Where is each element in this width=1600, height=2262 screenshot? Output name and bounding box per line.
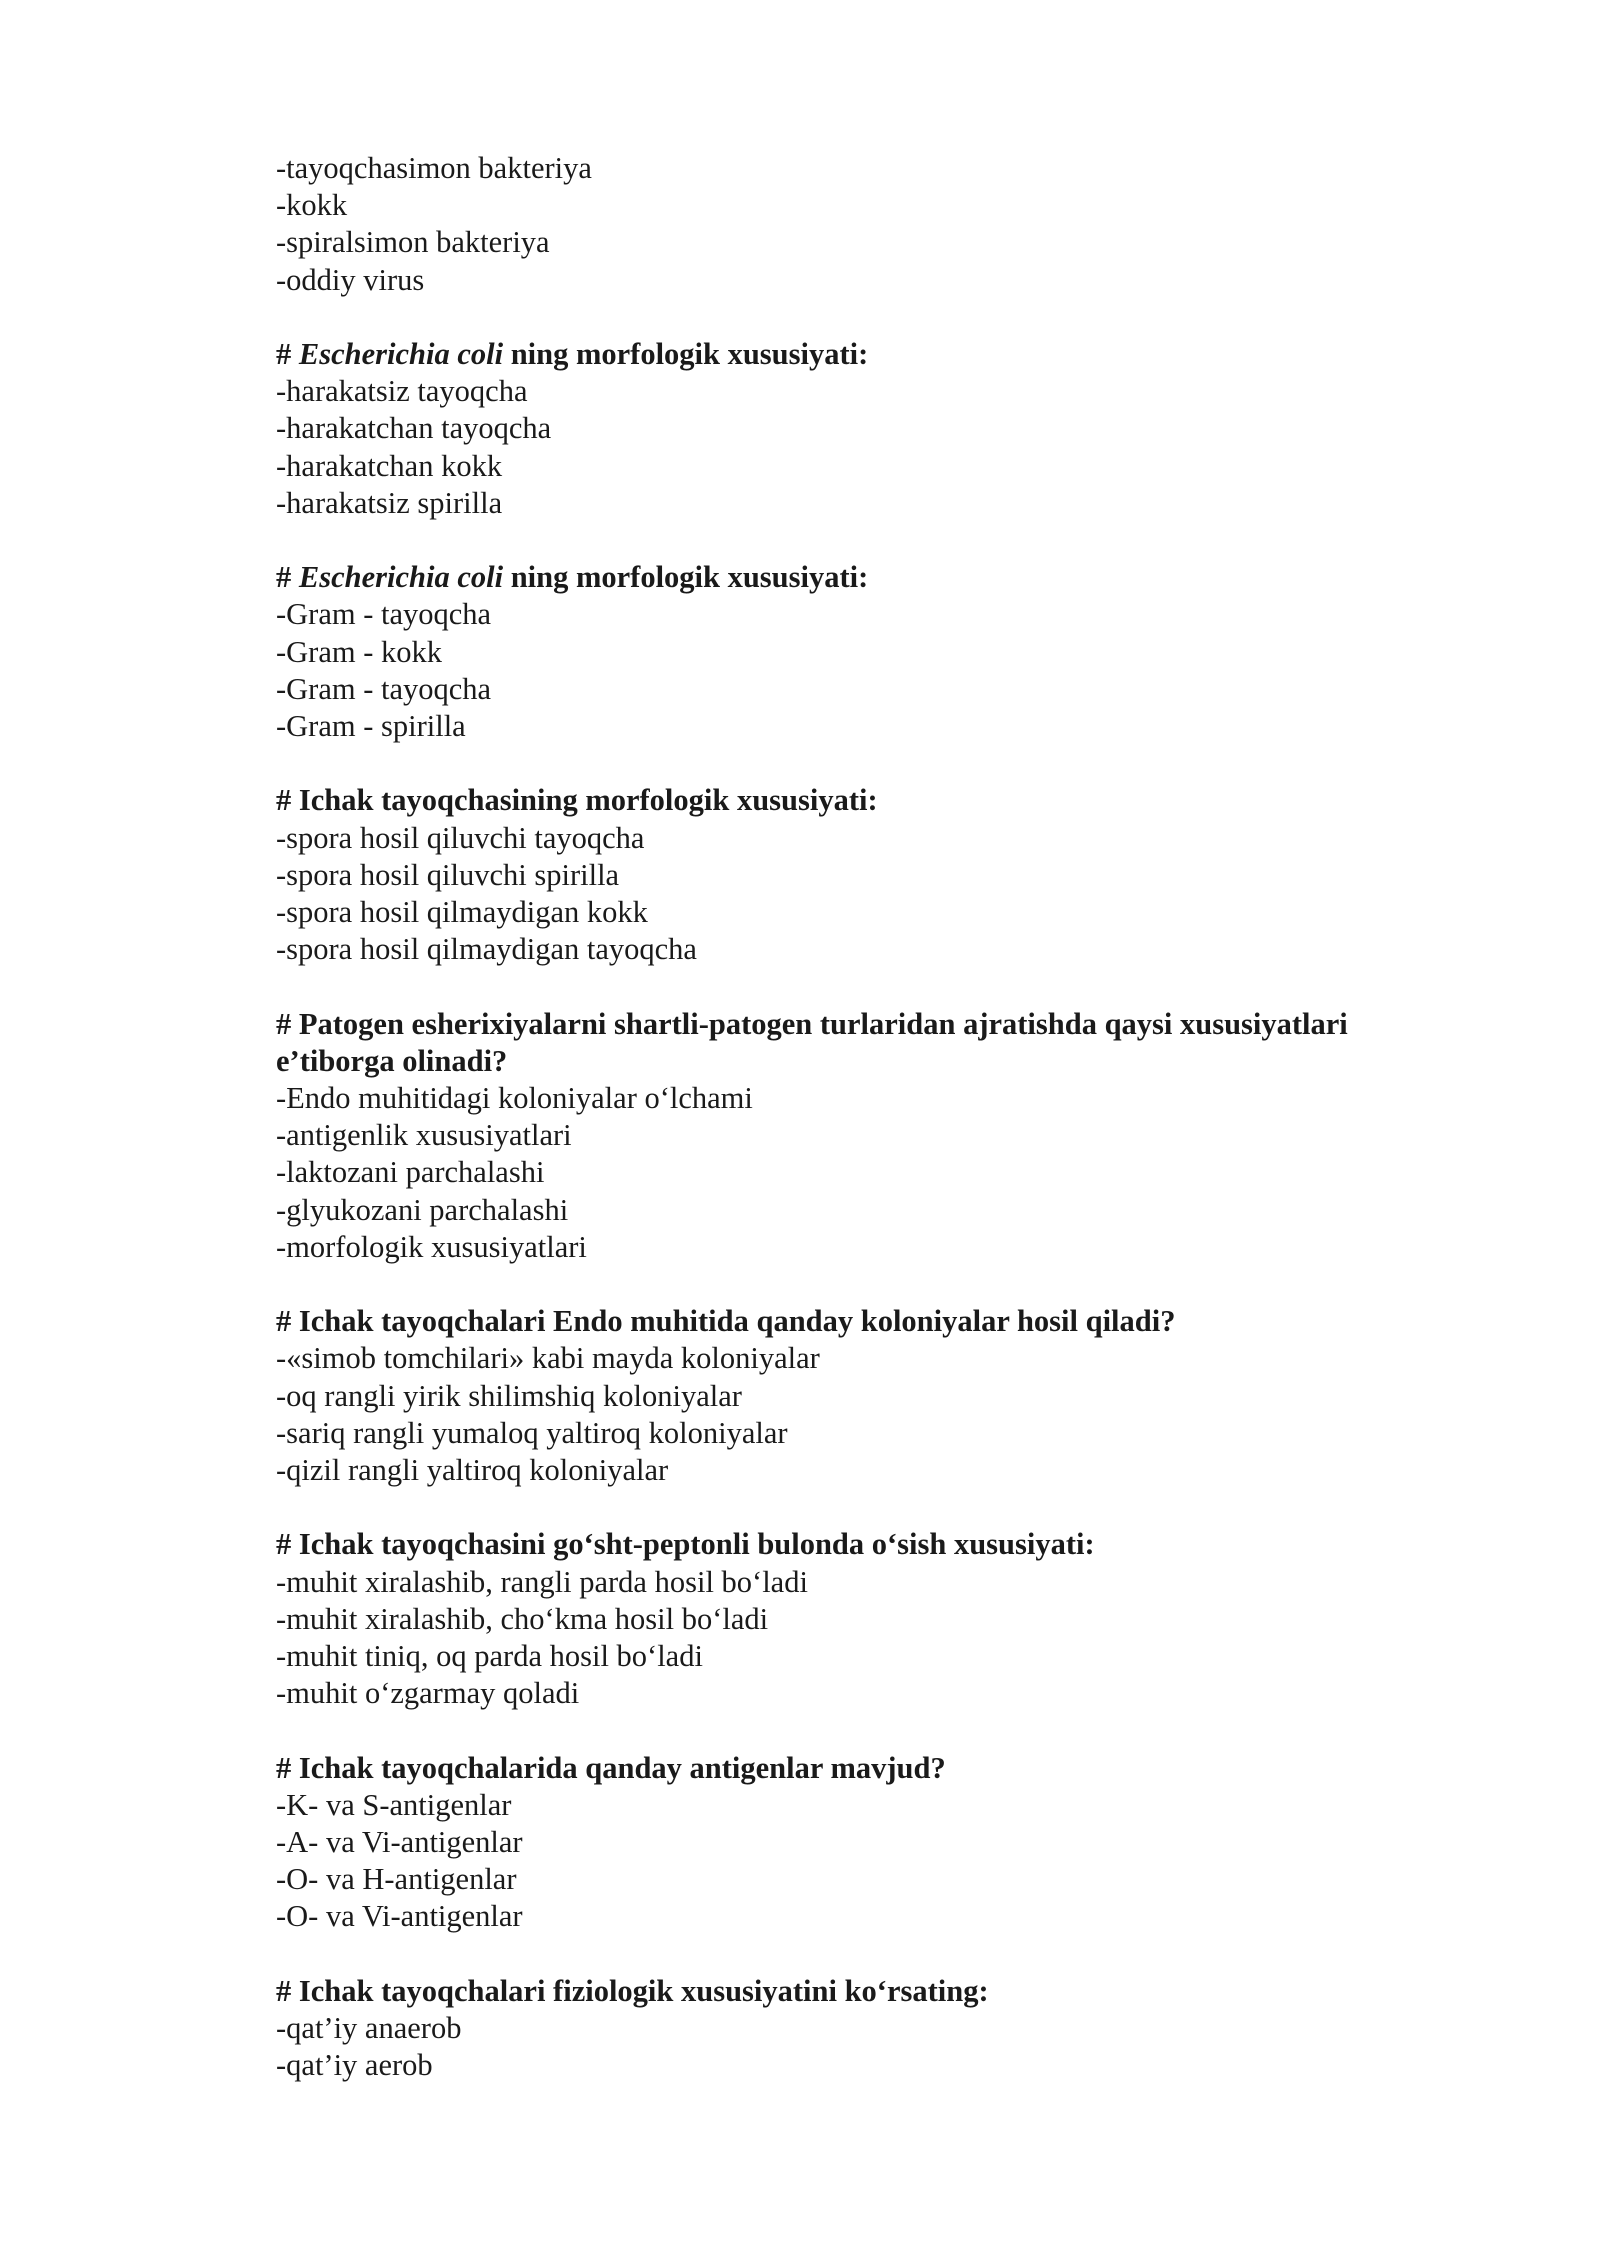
question-body: ning morfologik xususiyati: [503, 337, 869, 371]
question-text [276, 559, 1446, 596]
question-block [276, 1750, 1446, 1936]
answer-option: -sariq rangli yumaloq yaltiroq koloniyalar [276, 1415, 788, 1450]
question-text [276, 336, 1446, 373]
answer-option: -qat’iy anaerob [276, 2011, 462, 2046]
answer-option: -Gram - tayoqcha [276, 671, 492, 706]
answer-option: -spora hosil qilmaydigan kokk [276, 895, 648, 930]
answer-option: -kokk [276, 188, 348, 223]
question-text [276, 1303, 1446, 1340]
question-text [276, 782, 1446, 819]
answer-option: -«simob tomchilari» kabi mayda koloniyalar [276, 1341, 820, 1376]
answer-option: -laktozani parchalashi [276, 1155, 545, 1190]
answer-option: -tayoqchasimon bakteriya [276, 151, 592, 185]
answer-option: -glyukozani parchalashi [276, 1192, 569, 1227]
answer-option: -harakatsiz tayoqcha [276, 374, 528, 409]
question-body: Ichak tayoqchalari fiziologik xususiyatini ko‘rsating: [298, 1973, 989, 2008]
answer-option: -qizil rangli yaltiroq koloniyalar [276, 1453, 669, 1488]
question-body: Ichak tayoqchasining morfologik xususiyati: [298, 783, 878, 818]
question-block [276, 1526, 1446, 1712]
answer-option: -Gram - kokk [276, 634, 443, 669]
answer-option: -Gram - spirilla [276, 709, 466, 744]
question-body: Patogen esherixiyalarni shartli-patogen turlaridan ajratishda qaysi xususiyatlari e’tiborga olinadi? [276, 1006, 1348, 1078]
answer-option: -spora hosil qilmaydigan tayoqcha [276, 932, 697, 967]
question-text [276, 1006, 1446, 1080]
question-block [276, 1303, 1446, 1489]
answer-option: -muhit o‘zgarmay qoladi [276, 1676, 580, 1711]
question-prefix: # [276, 1304, 299, 1339]
question-text [276, 1973, 1446, 2010]
question-prefix: # [276, 1527, 299, 1562]
answer-option: -spora hosil qiluvchi tayoqcha [276, 820, 645, 855]
answer-option: -harakatsiz spirilla [276, 485, 503, 520]
answer-option: -muhit xiralashib, cho‘kma hosil bo‘ladi [276, 1601, 769, 1636]
question-block [276, 782, 1446, 968]
intro-answer-list [276, 150, 1446, 299]
question-body: Ichak tayoqchasini go‘sht-peptonli bulonda o‘sish xususiyati: [298, 1527, 1095, 1562]
answer-option: -spora hosil qiluvchi spirilla [276, 857, 620, 892]
answer-option: -oddiy virus [276, 262, 425, 297]
answer-option: -muhit xiralashib, rangli parda hosil bo‘ladi [276, 1564, 808, 1599]
answer-option: -K- va S-antigenlar [276, 1787, 512, 1822]
answer-option: -Gram - tayoqcha [276, 597, 492, 632]
answer-option: -O- va Vi-antigenlar [276, 1899, 523, 1934]
answer-option: -antigenlik xususiyatlari [276, 1118, 572, 1153]
question-block [276, 1973, 1446, 2085]
answer-option: -A- va Vi-antigenlar [276, 1825, 523, 1860]
document-content [276, 150, 1446, 2084]
answer-option: -Endo muhitidagi koloniyalar o‘lchami [276, 1081, 753, 1116]
question-species-name: Escherichia coli [298, 337, 504, 371]
answer-option: -muhit tiniq, oq parda hosil bo‘ladi [276, 1639, 703, 1674]
question-block [276, 1006, 1446, 1266]
answer-option: -O- va H-antigenlar [276, 1862, 517, 1897]
question-prefix: # [276, 1973, 299, 2008]
answer-option: -qat’iy aerob [276, 2048, 433, 2083]
question-body: Ichak tayoqchalarida qanday antigenlar mavjud? [298, 1750, 946, 1785]
question-text [276, 1750, 1446, 1787]
question-block [276, 336, 1446, 522]
question-prefix: # [276, 783, 299, 818]
question-body: Ichak tayoqchalari Endo muhitida qanday koloniyalar hosil qiladi? [298, 1304, 1176, 1339]
answer-option: -harakatchan kokk [276, 448, 503, 483]
question-prefix: # [276, 1750, 299, 1785]
question-text [276, 1526, 1446, 1563]
question-block [276, 559, 1446, 745]
question-prefix: # [276, 337, 299, 371]
answer-option: -morfologik xususiyatlari [276, 1229, 587, 1264]
question-prefix: # [276, 560, 299, 595]
answer-option: -oq rangli yirik shilimshiq koloniyalar [276, 1378, 742, 1413]
answer-option: -harakatchan tayoqcha [276, 411, 552, 446]
answer-option: -spiralsimon bakteriya [276, 225, 550, 260]
question-species-name: Escherichia coli [298, 560, 504, 595]
question-body: ning morfologik xususiyati: [503, 560, 869, 595]
question-prefix: # [276, 1006, 299, 1041]
